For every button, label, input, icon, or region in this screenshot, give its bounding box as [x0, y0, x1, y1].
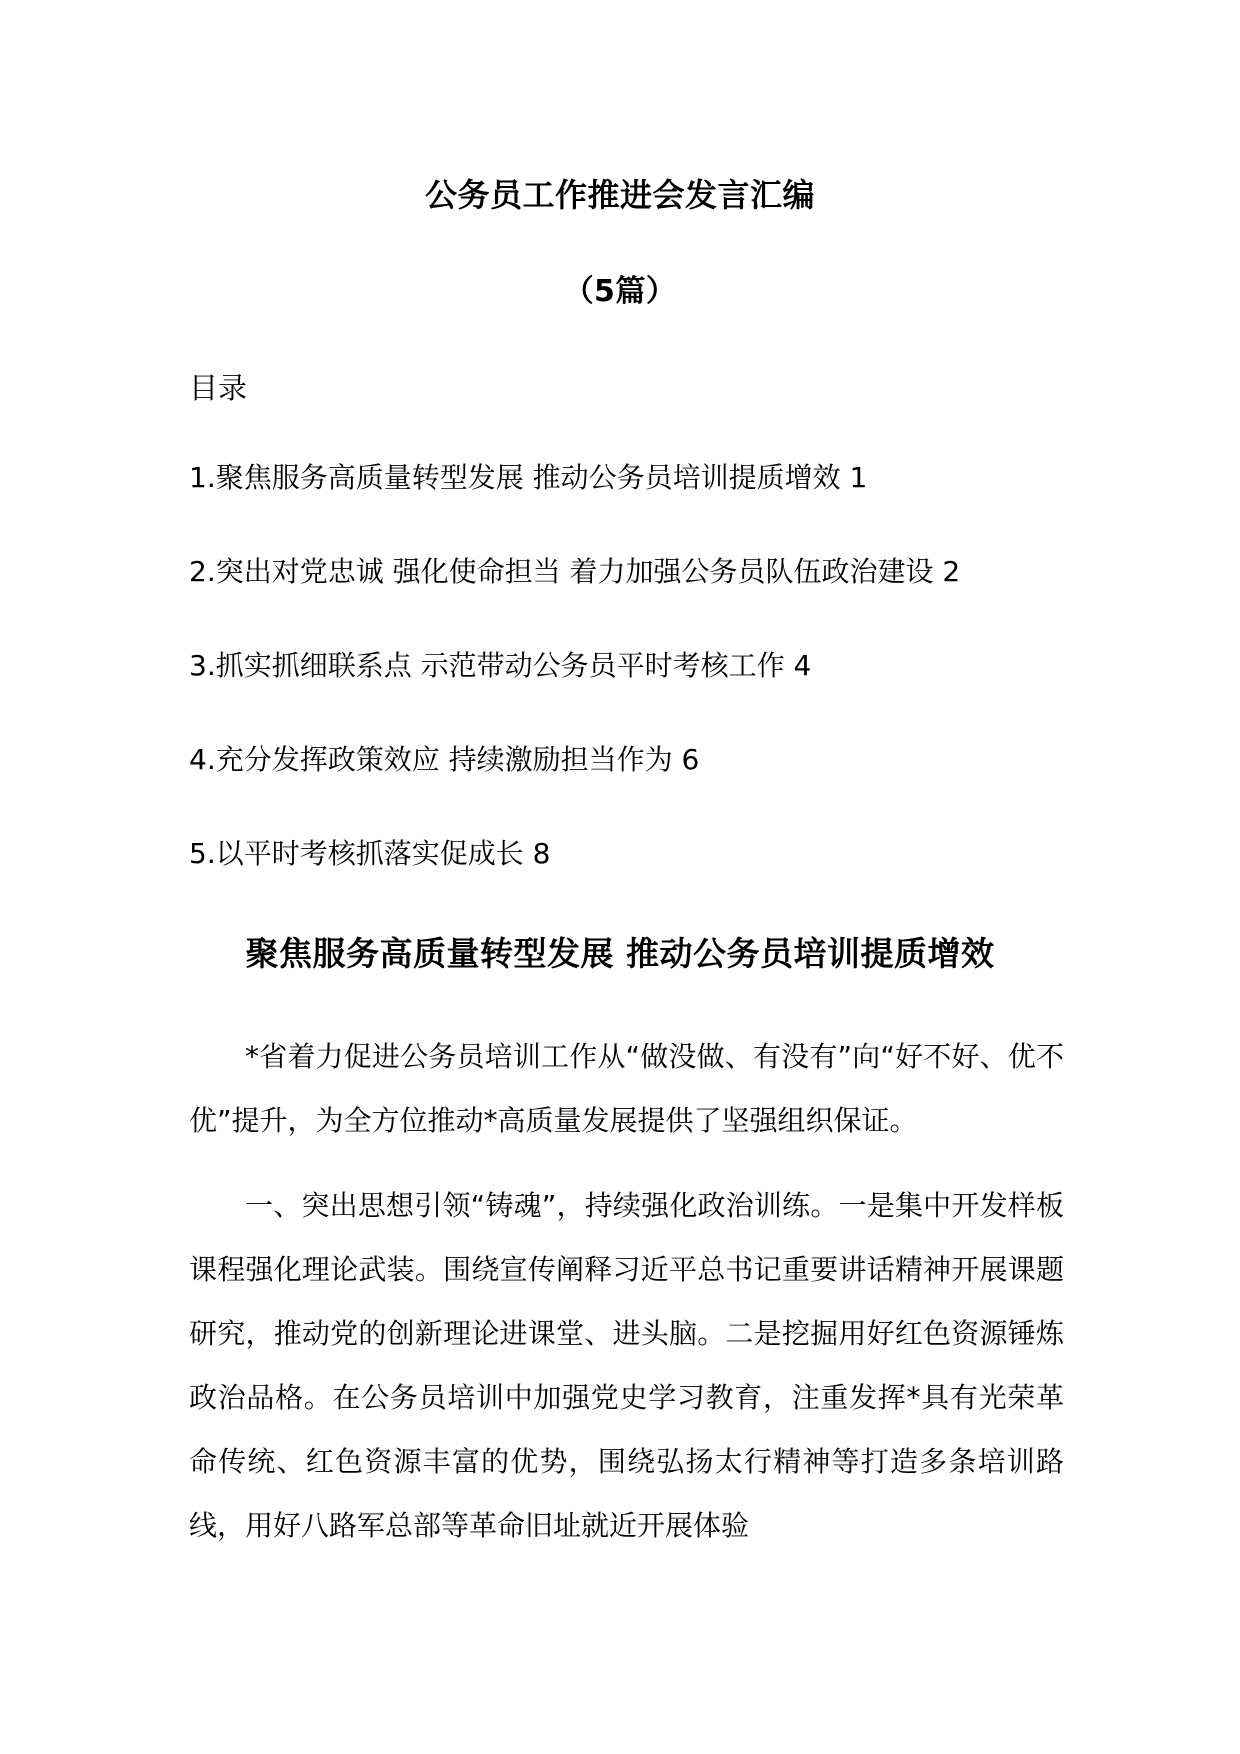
body-paragraph: 一、突出思想引领“铸魂”，持续强化政治训练。一是集中开发样板课程强化理论武装。围绕宣传阐释习近平总书记重要讲话精神开展课题研究，推动党的创新理论进课堂、进头脑。二是挖掘用好红色资源锤炼政治品格。在公务员培训中加强党史学习教育，注重发挥*具有光荣革命传统、红色资源丰富的优势，围绕弘扬太行精神等打造多条培训路线，用好八路军总部等革命旧址就近开展体验 [189, 1189, 1064, 1542]
toc-item: 1.聚焦服务高质量转型发展 推动公务员培训提质增效 1 [189, 461, 868, 494]
toc-item: 2.突出对党忠诚 强化使命担当 着力加强公务员队伍政治建设 2 [189, 555, 961, 588]
toc-heading: 目录 [189, 371, 248, 405]
document-title: 公务员工作推进会发言汇编 [424, 176, 815, 214]
document-subtitle: （5篇） [563, 274, 677, 309]
toc-item: 4.充分发挥政策效应 持续激励担当作为 6 [189, 743, 700, 776]
toc-item: 3.抓实抓细联系点 示范带动公务员平时考核工作 4 [189, 649, 812, 682]
toc-item: 5.以平时考核抓落实促成长 8 [189, 837, 551, 870]
body-paragraph: *省着力促进公务员培训工作从“做没做、有没有”向“好不好、优不优”提升，为全方位推动*高质量发展提供了坚强组织保证。 [189, 1040, 1064, 1137]
table-of-contents [189, 459, 960, 929]
section-title: 聚焦服务高质量转型发展 推动公务员培训提质增效 [245, 934, 995, 973]
